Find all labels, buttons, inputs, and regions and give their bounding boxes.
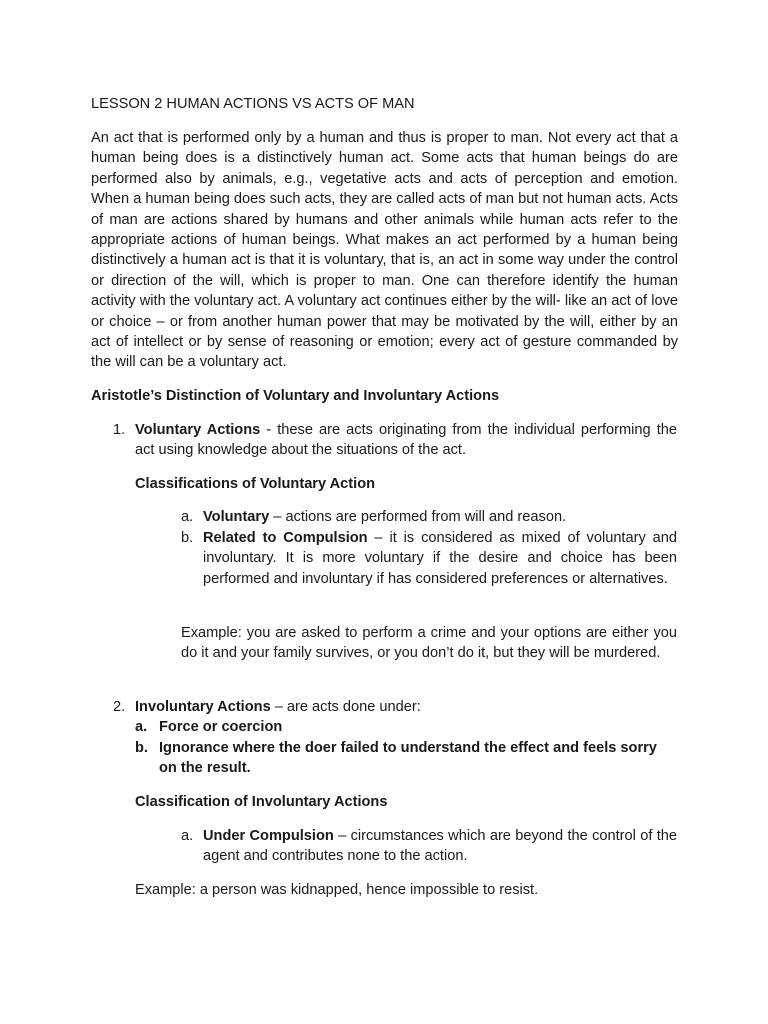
item1-text: - these are acts originating from the individual performing the act using knowledge about the situations of the act.: [135, 422, 678, 459]
item2-b-letter: b.: [135, 740, 148, 756]
intro-paragraph: An act that is performed only by a human and thus is proper to man. Not every act that a human being does is a distinctively human act. Some acts that human beings do are performed also by animals, e.g., vegetative acts and acts of perception and emotion. When a human being does such acts, they are called acts of man but not human acts. Acts of man are actions shared by humans and other animals while human acts refer to the appropriate actions of human beings. What makes an act performed by a human being distinctively a human act is that it is voluntary, that is, an act in some way under the control or direction of the will, which is proper to man. One can therefore identify the human activity with the voluntary act. A voluntary act continues either by the will- like an act of love or choice – or from another human power that may be motivated by the will, either by an act of intellect or by sense of reasoning or emotion; every act of gesture commanded by the will can be a voluntary act.: [91, 130, 678, 371]
item2-paragraph: [135, 697, 677, 717]
item1-paragraph: [135, 420, 677, 461]
item1-a: [203, 507, 677, 527]
item1-b-text: – it is considered as mixed of voluntary and involuntary. It is more voluntary if the desire and choice has been performed and involuntary if has considered preferences or alternatives.: [203, 530, 678, 587]
item1-a-term: Voluntary: [203, 509, 270, 525]
aristotle-heading: Aristotle’s Distinction of Voluntary and Involuntary Actions: [91, 388, 500, 404]
item1-a-text: – actions are performed from will and reason.: [269, 509, 567, 525]
item1-a-letter: a.: [181, 509, 194, 525]
item2-b-text: Ignorance where the doer failed to understand the effect and feels sorry on the result.: [159, 740, 657, 777]
item2-example: Example: a person was kidnapped, hence impossible to resist.: [135, 882, 539, 898]
item2-classification-heading: Classification of Involuntary Actions: [135, 794, 388, 810]
item1-b-letter: b.: [181, 530, 194, 546]
item2-c: [203, 826, 677, 867]
item2-c-letter: a.: [181, 828, 194, 844]
item1-classification-heading: Classifications of Voluntary Action: [135, 476, 376, 492]
item1-number: 1.: [113, 422, 126, 438]
lesson-title: LESSON 2 HUMAN ACTIONS VS ACTS OF MAN: [91, 96, 415, 112]
item1-b: [203, 528, 677, 589]
item1-example: Example: you are asked to perform a crime and your options are either you do it and your family survives, or you don’t do it, but they will be murdered.: [181, 625, 677, 662]
item2-text: – are acts done under:: [270, 699, 421, 715]
item2-c-text: – circumstances which are beyond the control of the agent and contributes none to the action.: [203, 828, 677, 865]
item2-number: 2.: [113, 699, 126, 715]
item2-a-letter: a.: [135, 719, 148, 735]
item1-term: Voluntary Actions: [135, 422, 261, 438]
item1-b-term: Related to Compulsion: [203, 530, 368, 546]
item2-term: Involuntary Actions: [135, 699, 271, 715]
item2-a-text: Force or coercion: [159, 719, 283, 735]
item2-c-term: Under Compulsion: [203, 828, 334, 844]
